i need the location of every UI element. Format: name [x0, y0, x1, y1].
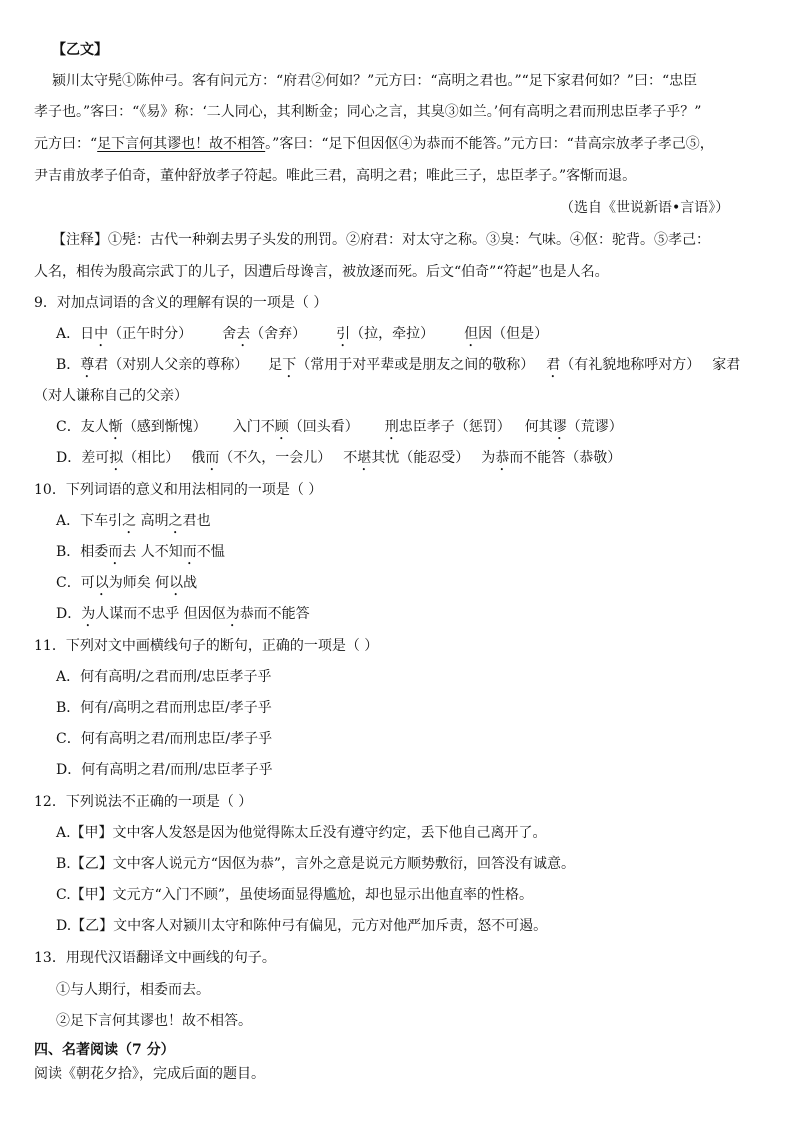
q10-c-dot2: 以: [169, 575, 184, 591]
q9-d-t6: 其忧（能忍受）: [371, 450, 470, 466]
underlined-sentence: 足下言何其谬也！故不相答: [97, 136, 266, 152]
q10-stem: 10．下列词语的意义和用法相同的一项是（ ）: [34, 482, 323, 498]
passage-line-4: 尹吉甫放孝子伯奇，董仲舒放孝子符起。唯此三君，高明之君；唯此三子，忠臣孝子。”客惭而退。: [34, 168, 637, 184]
passage-line-3: [34, 134, 714, 154]
q9-a-t6: 因（但是）: [478, 326, 549, 342]
q9-option-c: [56, 417, 623, 443]
q9-c-t5: 忠臣孝子（惩罚）: [398, 419, 511, 435]
q9-c-t6: 何其: [524, 419, 553, 435]
q9-b-dot2: 下: [282, 357, 297, 373]
q9-c-t4: （回头看）: [288, 419, 359, 435]
q10-d-dot2: 为: [225, 606, 240, 622]
section-4-intro: 阅读《朝花夕拾》，完成后面的题目。: [34, 1066, 265, 1082]
q9-d-dot3: 堪: [357, 450, 372, 466]
q12-option-c: C.【甲】文元方“入门不顾”，虽使场面显得尴尬，却也显示出他直率的性格。: [56, 887, 533, 903]
q10-option-a: [56, 511, 211, 537]
q10-b-dot1: 而: [108, 544, 123, 560]
q10-c-dot1: 以: [94, 575, 109, 591]
q10-a-dot2: 之: [168, 513, 183, 529]
q10-d-t1: D．: [56, 606, 82, 622]
q11-option-b: B．何有/高明之君而刑忠臣/孝子乎: [56, 700, 272, 716]
q9-c-dot3: 刑: [384, 419, 399, 435]
q10-d-dot1: 为: [81, 606, 96, 622]
q9-b-t1: 君（对别人父亲的尊称）: [94, 357, 249, 373]
q9-option-d: [56, 448, 621, 474]
passage-line-3-a: 元方曰：“: [34, 136, 98, 152]
q12-option-b: B.【乙】文中客人说元方“因伛为恭”，言外之意是说元方顺势敷衍，回答没有诚意。: [56, 856, 576, 872]
q9-d-dot4: 恭: [495, 450, 510, 466]
q9-c-t1: 友人: [80, 419, 109, 435]
q9-b-label: B．: [56, 357, 81, 373]
passage-line-3-b: 。”客曰：“足下但因伛④为恭而不能答。”元方曰：“昔高宗放孝子孝己⑤，: [265, 136, 714, 152]
q11-option-d: D．何有高明之君/而刑/忠臣孝子乎: [56, 762, 273, 778]
notes-line-2: 人名，相传为殷高宗武丁的儿子，因遭后母谗言，被放逐而死。后文“伯奇”“符起”也是人名。: [34, 264, 609, 280]
q9-c-label: C．: [56, 419, 81, 435]
q9-a-label: A．: [56, 326, 81, 342]
q9-d-t3: 俄: [191, 450, 206, 466]
q9-d-t8: 而不能答（恭敬）: [509, 450, 622, 466]
q10-a-t3: 君也: [182, 513, 211, 529]
q9-b-dot3: 君: [546, 357, 561, 373]
q9-d-label: D．: [56, 450, 82, 466]
q10-b-t1: B．相委: [56, 544, 109, 560]
q9-a-t3: 舍: [222, 326, 237, 342]
q9-d-dot2: 而: [205, 450, 220, 466]
q9-a-dot1: 中: [94, 326, 109, 342]
passage-line-2: 孝子也。”客曰：“《易》称：‘二人同心，其利断金；同心之言，其臭③如兰。’何有高明之君而刑忠臣孝子乎？”: [34, 104, 702, 120]
q10-a-dot1: 之: [122, 513, 137, 529]
q9-c-dot1: 惭: [108, 419, 123, 435]
q11-option-a: A．何有高明/之君而刑/忠臣孝子乎: [56, 669, 272, 685]
q10-option-c: [56, 573, 197, 599]
q9-b-t4: （有礼貌地称呼对方）: [560, 357, 701, 373]
passage-line-1: 颍川太守髡①陈仲弓。客有问元方：“府君②何如？”元方曰：“高明之君也。”“足下家君何如？”曰：“忠臣: [52, 73, 698, 89]
q9-option-b-cont: （对人谦称自己的父亲）: [34, 388, 188, 404]
q10-a-t2: 高明: [136, 513, 169, 529]
q9-d-dot1: 拟: [109, 450, 124, 466]
q9-d-t7: 为: [481, 450, 496, 466]
q11-stem: 11．下列对文中画横线句子的断句，正确的一项是（ ）: [34, 638, 379, 654]
q9-a-dot4: 但: [464, 326, 479, 342]
notes-line-1: 【注释】①髡：古代一种剃去男子头发的刑罚。②府君：对太守之称。③臭：气味。④伛：驼背。⑤孝己：: [52, 232, 710, 248]
q9-b-t5: 家君: [712, 357, 741, 373]
q9-c-t7: （荒谬）: [566, 419, 623, 435]
section-4-title: 四、名著阅读（7 分）: [34, 1042, 175, 1058]
q9-a-t1: 日: [80, 326, 95, 342]
q10-b-t2: 去 人不知: [122, 544, 183, 560]
q13-sentence-2: ②足下言何其谬也！故不相答。: [56, 1013, 252, 1029]
q9-b-t2: 足: [268, 357, 283, 373]
q9-option-a: [56, 324, 548, 350]
q12-option-d: D.【乙】文中客人对颍川太守和陈仲弓有偏见，元方对他严加斥责，怒不可遏。: [56, 918, 548, 934]
passage-source: （选自《世说新语•言语》）: [560, 200, 730, 216]
q9-c-dot4: 谬: [552, 419, 567, 435]
q10-option-d: [56, 604, 310, 630]
q9-b-t3: （常用于对平辈或是朋友之间的敬称）: [296, 357, 535, 373]
q9-d-t2: （相比）: [123, 450, 180, 466]
q10-b-t3: 不愠: [196, 544, 225, 560]
q10-c-t2: 为师矣 何: [108, 575, 170, 591]
q13-stem: 13．用现代汉语翻译文中画线的句子。: [34, 950, 276, 966]
q9-a-t4: （舍弃）: [250, 326, 307, 342]
yi-label: 【乙文】: [52, 42, 108, 58]
q9-stem: 9．对加点词语的含义的理解有误的一项是（ ）: [34, 295, 328, 311]
q9-d-t4: （不久，一会儿）: [219, 450, 332, 466]
q9-c-t2: （感到惭愧）: [122, 419, 207, 435]
q10-b-dot2: 而: [182, 544, 197, 560]
q9-b-dot1: 尊: [80, 357, 95, 373]
q9-c-dot2: 顾: [274, 419, 289, 435]
q10-c-t1: C．可: [56, 575, 95, 591]
q9-a-t5: （拉，牵拉）: [350, 326, 435, 342]
q9-option-b: [56, 355, 740, 381]
q10-c-t3: 战: [183, 575, 198, 591]
q11-option-c: C．何有高明之君/而刑忠臣/孝子乎: [56, 731, 273, 747]
q9-a-t2: （正午时分）: [108, 326, 193, 342]
q9-c-t3: 入门不: [232, 419, 275, 435]
q9-a-dot3: 引: [336, 326, 351, 342]
q10-option-b: [56, 542, 225, 568]
q10-d-t3: 恭而不能答: [239, 606, 310, 622]
q12-option-a: A.【甲】文中客人发怒是因为他觉得陈太丘没有遵守约定，丢下他自己离开了。: [56, 825, 547, 841]
q12-stem: 12．下列说法不正确的一项是（ ）: [34, 794, 253, 810]
q9-a-dot2: 去: [236, 326, 251, 342]
q9-d-t5: 不: [343, 450, 358, 466]
q10-d-t2: 人谋而不忠乎 但因伛: [95, 606, 226, 622]
q13-sentence-1: ①与人期行，相委而去。: [56, 982, 210, 998]
q10-a-t1: A．下车引: [56, 513, 123, 529]
q9-d-t1: 差可: [81, 450, 110, 466]
